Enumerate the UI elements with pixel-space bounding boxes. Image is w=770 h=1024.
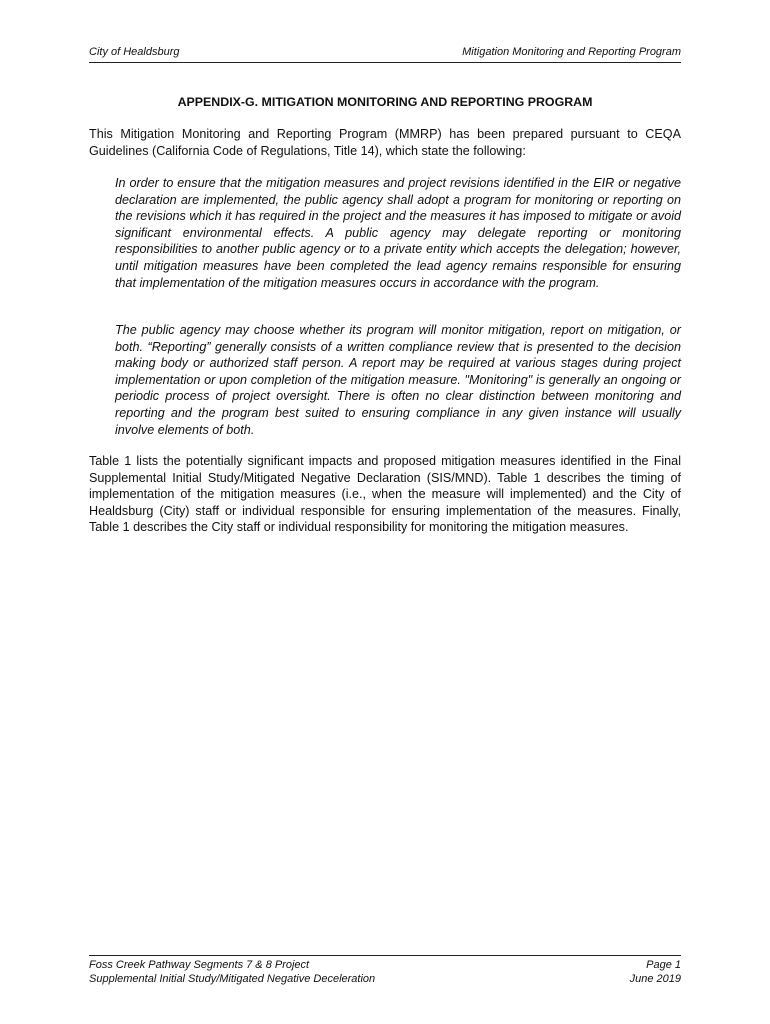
header-document-name: Mitigation Monitoring and Reporting Program: [462, 46, 681, 58]
footer-page-info: [630, 958, 681, 986]
table-description-paragraph: Table 1 lists the potentially significant impacts and proposed mitigation measures identified in the Final Supplemental Initial Study/Mitigated Negative Declaration (SIS/MND). Table 1 describes the timing of implementation of the mitigation measures (i.e., when the measure will implemented) and the City of Healdsburg (City) staff or individual responsible for ensuring implementation of the measures. Finally, Table 1 describes the City staff or individual responsibility for monitoring the mitigation measures.: [89, 454, 681, 535]
ceqa-quote-paragraph-2: The public agency may choose whether its program will monitor mitigation, report on mitigation, or both. “Reporting” generally consists of a written compliance review that is presented to the decision making body or authorized staff person. A report may be required at various stages during project implementation or upon completion of the mitigation measure. "Monitoring" is generally an ongoing or periodic process of project oversight. There is often no clear distinction between monitoring and reporting and the program best suited to ensuring compliance in any given instance will usually involve elements of both.: [115, 323, 681, 437]
footer-project-name: Foss Creek Pathway Segments 7 & 8 Project: [89, 959, 310, 971]
page-title: APPENDIX-G. MITIGATION MONITORING AND REPORTING PROGRAM: [177, 95, 593, 109]
ceqa-quote-paragraph-1: In order to ensure that the mitigation measures and project revisions identified in the EIR or negative declaration are implemented, the public agency shall adopt a program for monitoring or reporting on the revisions which it has required in the project and the measures it has imposed to mitigate or avoid significant environmental effects. A public agency may delegate reporting or monitoring responsibilities to another public agency or to a private entity which accepts the delegation; however, until mitigation measures have been completed the lead agency remains responsible for ensuring that implementation of the mitigation measures occurs in accordance with the program.: [115, 176, 681, 290]
running-footer: [89, 955, 681, 985]
intro-paragraph: This Mitigation Monitoring and Reporting Program (MMRP) has been prepared pursuant to CEQA Guidelines (California Code of Regulations, Title 14), which state the following:: [89, 127, 681, 158]
footer-document-type: Supplemental Initial Study/Mitigated Negative Deceleration: [89, 973, 376, 985]
footer-project-info: [89, 958, 375, 986]
header-organization: City of Healdsburg: [89, 46, 180, 58]
footer-page-number: Page 1: [646, 959, 681, 971]
running-header: [89, 44, 681, 63]
footer-date: June 2019: [629, 973, 681, 985]
